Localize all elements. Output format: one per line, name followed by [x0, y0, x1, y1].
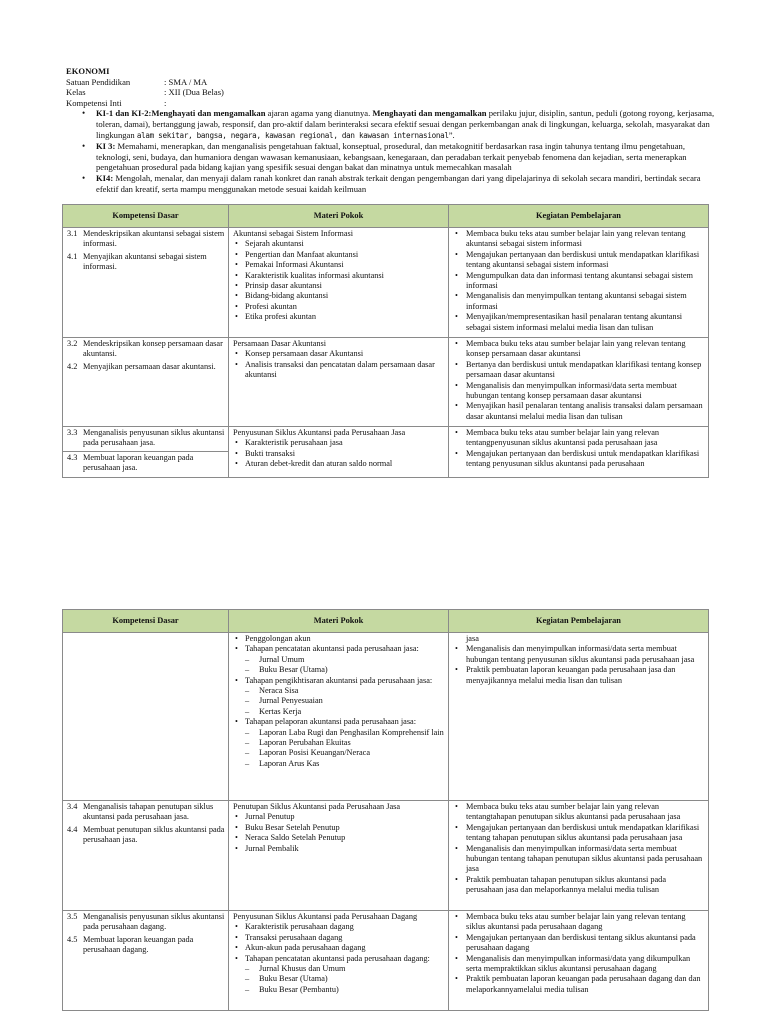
kd-item — [67, 428, 225, 449]
kegiatan-list — [453, 802, 705, 896]
list-item: • Aturan debet-kredit dan aturan saldo normal — [245, 459, 445, 469]
list-item: • Prinsip dasar akuntansi — [245, 281, 445, 291]
kegiatan-cell — [449, 427, 709, 478]
table-row — [63, 801, 709, 911]
sub-item: – Jurnal Khusus dan Umum — [259, 964, 445, 974]
ki-row — [66, 98, 716, 109]
kd-item — [67, 252, 225, 273]
list-item-text: Tahapan pelaporan akuntansi pada perusahaan jasa: — [245, 717, 417, 727]
ki4-bold: KI4: — [96, 172, 114, 183]
list-item: • Mengajukan pertanyaan dan berdiskusi untuk mendapatkan klarifikasi tentang akuntansi sebagai sistem informasi — [466, 250, 705, 271]
table-row — [63, 228, 709, 338]
sub-item: – Neraca Sisa — [259, 686, 445, 696]
kegiatan-cell — [449, 911, 709, 1011]
kd-cell — [63, 801, 229, 911]
kelas-row — [66, 87, 716, 98]
header-kegiatan: Kegiatan Pembelajaran — [449, 205, 709, 228]
list-item — [245, 717, 445, 769]
ki3-bold: KI 3: — [96, 141, 116, 152]
sub-item: – Laporan Laba Rugi dan Penghasilan Komprehensif lain — [259, 728, 445, 738]
kd-cell — [63, 338, 229, 427]
table-row — [63, 338, 709, 427]
ki12-end: ”. — [448, 129, 455, 140]
list-item: • Menganalisis dan menyimpulkan informasi/data serta membuat hubungan tentang penyusunan siklus akuntansi pada perusahaan jasa — [466, 644, 705, 665]
list-item: • Jurnal Pembalik — [245, 844, 445, 854]
kd-number: 4.4 — [67, 824, 78, 834]
list-item — [245, 954, 445, 996]
list-item: • Membaca buku teks atau sumber belajar lain yang relevan tentang siklus akuntansi pada perusahaan dagang — [466, 912, 705, 933]
kd-item — [67, 339, 225, 360]
kd-number: 4.2 — [67, 361, 78, 371]
ki4-item — [96, 173, 716, 194]
kd-cell — [63, 633, 229, 801]
sub-item: – Buku Besar (Utama) — [259, 974, 445, 984]
list-item: • Bidang-bidang akuntansi — [245, 291, 445, 301]
list-item: • Profesi akuntan — [245, 302, 445, 312]
list-item: • Mengajukan pertanyaan dan berdiskusi tentang siklus akuntansi pada perusahaan dagang — [466, 933, 705, 954]
materi-cell — [229, 911, 449, 1011]
ki3-text: Memahami, menerapkan, dan menganalisis pengetahuan faktual, konseptual, prosedural, dan metakognitif berdasarkan rasa ingin tahunya tentang ilmu pengetahuan, teknologi, seni, budaya, dan humaniora dengan wawasan kemanusiaan, kebangsaan, kenegaraan, dan peradaban terkait penyebab fenomena dan kejadian, serta menerapkan pengetahuan prosedural pada bidang kajian yang spesifik sesuai dengan bakat dan minatnya untuk memecahkan masalah — [96, 141, 687, 173]
materi-title: Penutupan Siklus Akuntansi pada Perusahaan Jasa — [233, 802, 401, 811]
kegiatan-cell — [449, 633, 709, 801]
materi-list — [233, 812, 445, 854]
list-item: • Mengumpulkan data dan informasi tentang akuntansi sebagai sistem informasi — [466, 271, 705, 292]
satuan-label: Satuan Pendidikan — [66, 76, 131, 87]
materi-cell — [229, 633, 449, 801]
kd-text: Membuat laporan keuangan pada perusahaan jasa. — [83, 452, 194, 473]
list-item: • Akun-akun pada perusahaan dagang — [245, 943, 445, 953]
list-item: • Bukti transaksi — [245, 449, 445, 459]
materi-cell — [229, 338, 449, 427]
materi-list — [233, 634, 445, 769]
ki4-text: Mengolah, menalar, dan menyaji dalam ranah konkret dan ranah abstrak terkait dengan pengembangan dari yang dipelajarinya di sekolah secara mandiri, bertindak secara efektif dan kreatif, serta mampu menggunakan metode sesuai kaidah keilmuan — [96, 172, 701, 194]
ki12-bold: KI-1 dan KI-2:Menghayati dan mengamalkan — [96, 108, 266, 119]
list-item: • Mengajukan pertanyaan dan berdiskusi untuk mendapatkan klarifikasi tentang penyusunan siklus akuntansi pada perusahaan — [466, 449, 705, 470]
kegiatan-list — [453, 644, 705, 686]
list-item: • Pemakai Informasi Akuntansi — [245, 260, 445, 270]
kd-text: Menyajikan persamaan dasar akuntansi. — [83, 361, 216, 371]
header-kegiatan: Kegiatan Pembelajaran — [449, 610, 709, 633]
ki-list — [66, 108, 716, 194]
kd-cell — [63, 228, 229, 338]
kd-number: 3.5 — [67, 912, 78, 921]
list-item: • Menganalisis dan menyimpulkan informasi/data yang dikumpulkan serta mempraktikkan siklus akuntansi perusahaan dagang — [466, 954, 705, 975]
document-header — [66, 66, 716, 194]
kd-cell — [63, 911, 229, 1011]
kegiatan-cell — [449, 338, 709, 427]
materi-title: Akuntansi sebagai Sistem Informasi — [233, 229, 354, 238]
list-item: • Menyajikan/mempresentasikan hasil penalaran tentang akuntansi sebagai sistem informasi melalui media lisan dan tulisan — [466, 312, 705, 333]
sub-list — [233, 728, 445, 770]
header-materi-pokok: Materi Pokok — [229, 610, 449, 633]
list-item-text: Tahapan pengikhtisaran akuntansi pada perusahaan jasa: — [245, 675, 433, 685]
sub-list — [233, 964, 445, 995]
list-item: • Karakteristik kualitas informasi akuntansi — [245, 271, 445, 281]
sub-item: – Laporan Posisi Keuangan/Neraca — [259, 748, 445, 758]
kd-text: Mendeskripsikan konsep persamaan dasar akuntansi. — [83, 339, 223, 359]
kelas-label: Kelas — [66, 87, 86, 98]
materi-list — [233, 349, 445, 380]
list-item: • Menganalisis dan menyimpulkan informasi/data serta membuat hubungan tentang tahapan penutupan siklus akuntansi pada perusahaan jasa — [466, 844, 705, 875]
table-header-row — [63, 610, 709, 633]
list-item: • Membaca buku teks atau sumber belajar lain yang relevan tentang akuntansi sebagai sistem informasi — [466, 229, 705, 250]
kd-text: Menyajikan akuntansi sebagai sistem informasi. — [83, 251, 207, 272]
ki12-handwritten: alam sekitar, bangsa, negara, kawasan regional, dan kawasan internasional — [136, 130, 449, 140]
materi-cell — [229, 228, 449, 338]
satuan-row — [66, 77, 716, 88]
sub-item: – Laporan Arus Kas — [259, 759, 445, 769]
kd-text: Menganalisis penyusunan siklus akuntansi pada perusahaan jasa. — [83, 428, 225, 448]
sub-item: – Buku Besar (Pembantu) — [259, 985, 445, 995]
kd-number: 3.3 — [67, 428, 78, 437]
sub-list — [233, 655, 445, 676]
materi-list — [233, 922, 445, 995]
list-item: • Membaca buku teks atau sumber belajar lain yang relevan tentangpenyusunan siklus akuntansi pada perusahaan jasa — [466, 428, 705, 449]
kelas-value: : XII (Dua Belas) — [164, 87, 224, 98]
subject-title: EKONOMI — [66, 66, 110, 76]
kd-item — [67, 912, 225, 933]
kd-table-1 — [62, 204, 709, 478]
table-header-row — [63, 205, 709, 228]
list-item: • Praktik pembuatan tahapan penutupan siklus akuntansi pada perusahaan jasa dan melaporkannya melalui media tulisan — [466, 875, 705, 896]
list-item: • Sejarah akuntansi — [245, 239, 445, 249]
list-item — [245, 676, 445, 718]
kd-cell — [63, 427, 229, 478]
sub-item: – Jurnal Umum — [259, 655, 445, 665]
kegiatan-continuation: jasa — [466, 634, 479, 643]
kd-text: Membuat penutupan siklus akuntansi pada perusahaan jasa. — [83, 824, 225, 845]
materi-cell — [229, 427, 449, 478]
list-item: • Neraca Saldo Setelah Penutup — [245, 833, 445, 843]
list-item-text: Tahapan pencatatan akuntansi pada perusahaan jasa: — [245, 644, 419, 654]
sub-list — [233, 686, 445, 717]
list-item: • Menganalisis dan menyimpulkan tentang akuntansi sebagai sistem informasi — [466, 291, 705, 312]
list-item: • Mengajukan pertanyaan dan berdiskusi untuk mendapatkan klarifikasi tentang tahapan penutupan siklus akuntansi pada perusahaan jasa — [466, 823, 705, 844]
list-item: • Buku Besar Setelah Penutup — [245, 823, 445, 833]
kd-item — [67, 229, 225, 250]
materi-list — [233, 239, 445, 322]
kd-item — [67, 825, 225, 846]
kd-table-2 — [62, 609, 709, 1011]
list-item: • Analisis transaksi dan pencatatan dalam persamaan dasar akuntansi — [245, 360, 445, 381]
materi-title: Penyusunan Siklus Akuntansi pada Perusahaan Dagang — [233, 912, 418, 921]
kd-number: 4.3 — [67, 452, 78, 462]
sub-item: – Kertas Kerja — [259, 707, 445, 717]
satuan-value: : SMA / MA — [164, 76, 208, 87]
ki12-bold2: Menghayati dan mengamalkan — [372, 108, 487, 119]
list-item: • Bertanya dan berdiskusi untuk mendapatkan klarifikasi tentang konsep persamaan dasar akuntansi — [466, 360, 705, 381]
list-item: • Membaca buku teks atau sumber belajar lain yang relevan tentangtahapan penutupan siklus akuntansi pada perusahaan jasa — [466, 802, 705, 823]
materi-list — [233, 438, 445, 469]
list-item: • Jurnal Penutup — [245, 812, 445, 822]
list-item: • Menyajikan hasil penalaran tentang analisis transaksi dalam persamaan dasar akuntansi melalui media lisan dan tulisan — [466, 401, 705, 422]
kd-number: 3.1 — [67, 229, 78, 238]
ki12-text1: ajaran agama yang dianutnya. — [265, 108, 373, 119]
kd-number: 3.4 — [67, 802, 78, 811]
list-item: • Konsep persamaan dasar Akuntansi — [245, 349, 445, 359]
kegiatan-cell — [449, 801, 709, 911]
materi-title: Persamaan Dasar Akuntansi — [233, 339, 327, 348]
table-row — [63, 633, 709, 801]
kegiatan-list — [453, 339, 705, 422]
list-item: • Karakteristik perusahaan dagang — [245, 922, 445, 932]
kd-number: 4.5 — [67, 934, 78, 944]
list-item: • Praktik pembuatan laporan keuangan pada perusahaan jasa dan menyajikannya melalui media lisan dan tulisan — [466, 665, 705, 686]
header-kompetensi-dasar: Kompetensi Dasar — [63, 610, 229, 633]
list-item: • Etika profesi akuntan — [245, 312, 445, 322]
kd-text: Mendeskripsikan akuntansi sebagai sistem informasi. — [83, 229, 225, 249]
ki3-item — [96, 141, 716, 173]
ki-label: Kompetensi Inti — [66, 97, 122, 108]
header-materi-pokok: Materi Pokok — [229, 205, 449, 228]
sub-item: – Buku Besar (Utama) — [259, 665, 445, 675]
sub-item: – Jurnal Penyesuaian — [259, 696, 445, 706]
kd-item — [67, 362, 225, 372]
table-row — [63, 911, 709, 1011]
list-item — [245, 644, 445, 675]
materi-title: Penyusunan Siklus Akuntansi pada Perusahaan Jasa — [233, 428, 406, 437]
list-item: • Menganalisis dan menyimpulkan informasi/data serta membuat hubungan tentang konsep persamaan dasar akuntansi — [466, 381, 705, 402]
table-row — [63, 427, 709, 478]
kd-text: Membuat laporan keuangan pada perusahaan dagang. — [83, 934, 194, 955]
kd-text: Menganalisis penyusunan siklus akuntansi pada perusahaan dagang. — [83, 912, 225, 932]
ki-value: : — [164, 97, 167, 108]
list-item: • Karakteristik perusahaan jasa — [245, 438, 445, 448]
sub-item: – Laporan Perubahan Ekuitas — [259, 738, 445, 748]
kegiatan-cell — [449, 228, 709, 338]
kd-number: 3.2 — [67, 339, 78, 348]
header-kompetensi-dasar: Kompetensi Dasar — [63, 205, 229, 228]
kd-item — [67, 935, 225, 956]
ki12-text2: perilaku jujur, disiplin, santun, peduli (gotong royong, kerjasama, toleran, damai), bertanggung jawab, responsif, dan pro-aktif dalam berinteraksi secara efektif sesuai dengan perkembangan anak di lingkungan, keluarga, sekolah, masyarakat dan lingkungan — [96, 108, 715, 140]
kegiatan-list — [453, 229, 705, 333]
kd-text: Menganalisis tahapan penutupan siklus akuntansi pada perusahaan jasa. — [83, 802, 214, 822]
kd-item — [67, 802, 225, 823]
list-item: • Pengertian dan Manfaat akuntansi — [245, 250, 445, 260]
kd-number: 4.1 — [67, 251, 78, 261]
list-item: • Penggolongan akun — [245, 634, 445, 644]
list-item: • Praktik pembuatan laporan keuangan pada perusahaan dagang dan dan melaporkannyamelalui media tulisan — [466, 974, 705, 995]
kegiatan-list — [453, 912, 705, 995]
ki12-item — [96, 108, 716, 141]
list-item: • Transaksi perusahaan dagang — [245, 933, 445, 943]
kegiatan-list — [453, 428, 705, 470]
list-item: • Membaca buku teks atau sumber belajar lain yang relevan tentang konsep persamaan dasar akuntansi — [466, 339, 705, 360]
materi-cell — [229, 801, 449, 911]
kd-item — [63, 451, 228, 474]
list-item-text: Tahapan pencatatan akuntansi pada perusahaan dagang: — [245, 953, 430, 963]
